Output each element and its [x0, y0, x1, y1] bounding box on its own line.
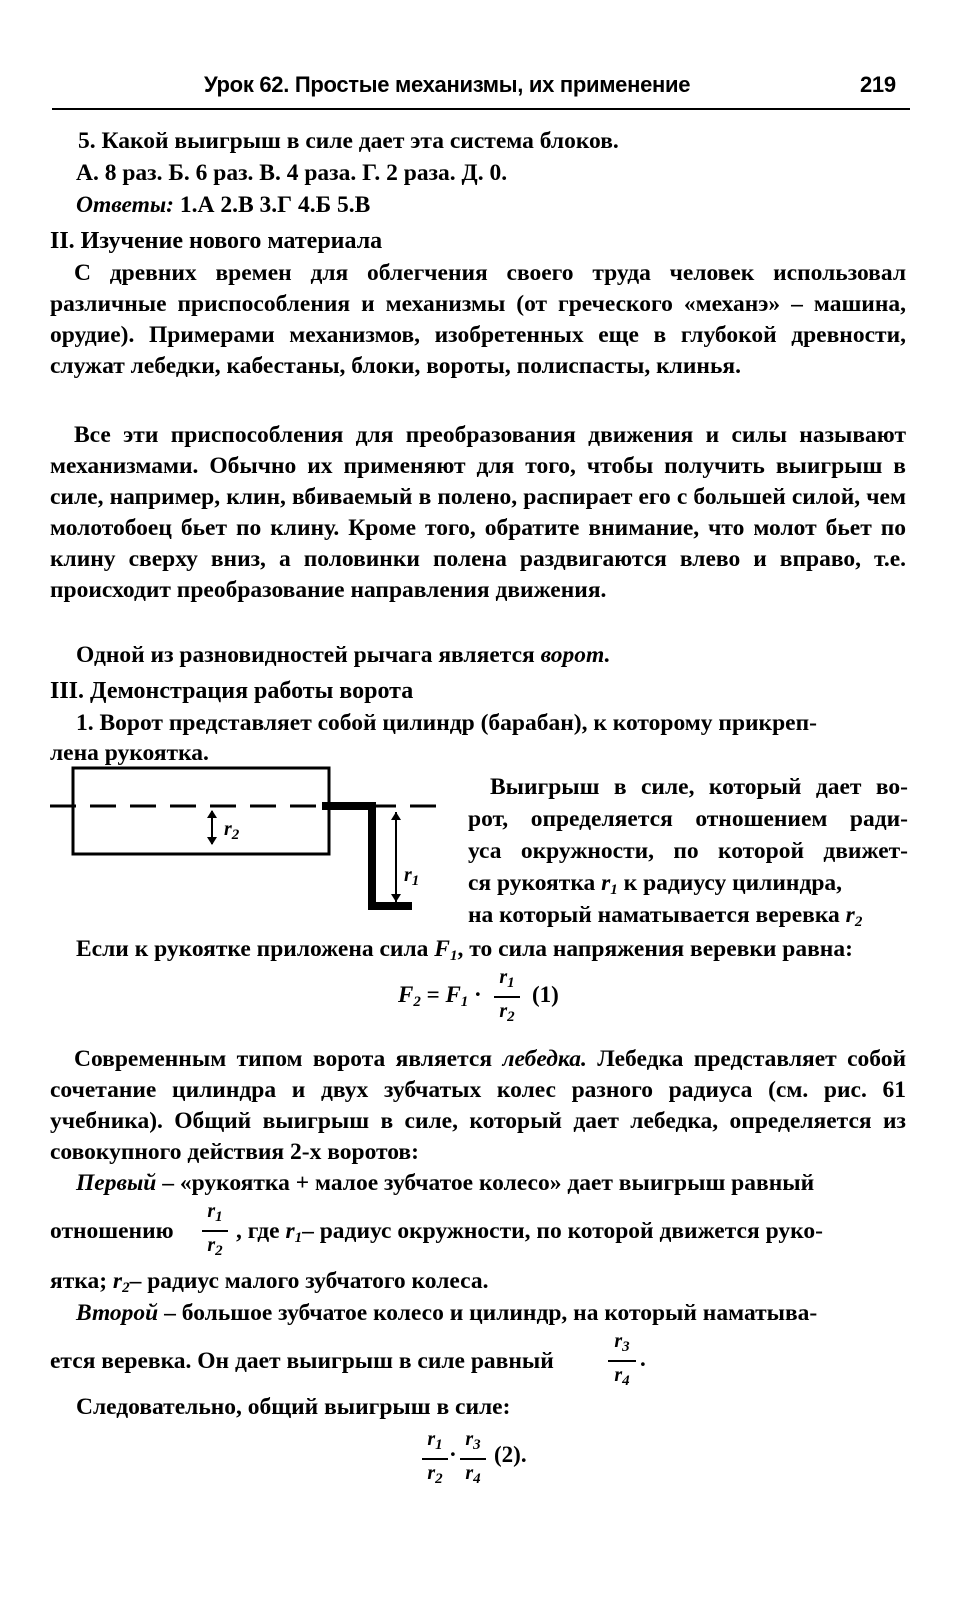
- side-line-5: на который наматывается веревка $r_2$: [468, 902, 863, 930]
- side-var-r1: $r_1$: [601, 870, 618, 898]
- windlass-diagram: [50, 764, 460, 934]
- page-number: 219: [860, 72, 896, 97]
- second-ratio-fraction: $r_3$ $r_4$: [608, 1330, 636, 1392]
- r1-label: $r_1$: [404, 864, 420, 889]
- lebedka-paragraph: Современным типом ворота является лебедка. Лебедка представляет собой сочетание цилиндра и двух зубчатых колес разного радиуса (см. рис. 61 учебника). Общий выигрыш в силе, который дает лебедка, определяется из совокупного действия 2-х воротов:: [50, 1046, 906, 1165]
- first-ratio-rest: , где $r_1-$ радиус окружности, по которой движется руко-: [236, 1218, 823, 1246]
- formula2-dot: .: [450, 1436, 456, 1461]
- cylinder-rect: [73, 768, 329, 854]
- crank-handle: [322, 806, 412, 906]
- r1-arrow-head-up: [391, 812, 401, 820]
- r1-arrow-head-down: [391, 894, 401, 902]
- para3-text: Одной из разновидностей рычага является: [76, 642, 541, 668]
- formula1-lhs: $F_2 = F_1$ ·: [398, 982, 482, 1010]
- side-line-3: уса окружности, по которой движет-: [468, 838, 908, 864]
- para3-term: ворот.: [540, 642, 611, 668]
- second-line: Второй – большое зубчатое колесо и цилиндр, на который наматыва-: [76, 1300, 818, 1326]
- section2-paragraph-3: [76, 640, 611, 671]
- section2-heading: II. Изучение нового материала: [50, 228, 383, 254]
- second-ratio-period: .: [640, 1346, 646, 1371]
- r2-arrow-head-down: [207, 837, 217, 845]
- formula2-fraction-1: $r_1$ $r_2$: [422, 1428, 448, 1490]
- total-line: Следовательно, общий выигрыш в силе:: [76, 1394, 511, 1420]
- item1-line-2: лена рукоятка.: [50, 740, 209, 766]
- section2-paragraph-1: С древних времен для облегчения своего труда человек использовал различные приспособления и механизмы (от греческого «механэ» – машина, орудие). Примерами механизмов, изобретенных еще в глубокой древности, служат лебедки, кабестаны, блоки, вороты, полиспасты, клинья.: [50, 260, 906, 379]
- formula1-fraction: $r_1$ $r_2$: [494, 966, 520, 1028]
- quiz-answers: [76, 190, 370, 221]
- formula1-label: (1): [532, 982, 559, 1007]
- answers-label: Ответы:: [76, 192, 174, 218]
- side-line-2: рот, определяется отношением ради-: [468, 806, 908, 832]
- running-header-title: Урок 62. Простые механизмы, их применение: [204, 72, 691, 97]
- first-end-line: ятка; $r_2-$ радиус малого зубчатого колеса.: [50, 1268, 489, 1296]
- second-line-2: ется веревка. Он дает выигрыш в силе равный: [50, 1348, 554, 1374]
- side-var-r2: $r_2$: [845, 902, 863, 930]
- quiz-question: 5. Какой выигрыш в силе дает эта система блоков.: [78, 128, 619, 154]
- first-ratio-fraction: $r_1$ $r_2$: [202, 1200, 228, 1262]
- section3-heading: III. Демонстрация работы ворота: [50, 678, 414, 704]
- r2-label: $r_2$: [224, 818, 240, 843]
- answers-value: 1.А 2.В 3.Г 4.Б 5.В: [179, 192, 371, 218]
- item1-line-1: 1. Ворот представляет собой цилиндр (барабан), к которому прикреп-: [76, 710, 817, 736]
- section2-paragraph-2: Все эти приспособления для преобразования движения и силы называют механизмами. Обычно их применяют для того, чтобы получить выигрыш в силе, например, клин, вбиваемый в полено, распирает его с большей силой, чем молотобоец бьет по клину. Кроме того, обратите внимание, что молот бьет по клину сверху вниз, а половинки полена раздвигаются влево и вправо, т.е. происходит преобразование направления движения.: [50, 422, 906, 603]
- force-var-F1: $F_1$: [434, 936, 458, 964]
- side-line-4: ся рукоятка $r_1$ к радиусу цилиндра,: [468, 870, 843, 898]
- force-sentence: Если к рукоятке приложена сила $F_1$, то сила напряжения веревки равна:: [76, 936, 853, 964]
- header-rule: [52, 108, 910, 110]
- r2-arrow-head-up: [207, 810, 217, 818]
- formula2-label: (2).: [494, 1442, 527, 1467]
- formula2-fraction-2: $r_3$ $r_4$: [460, 1428, 486, 1490]
- first-ratio-line: отношению: [50, 1218, 174, 1244]
- first-line: Первый – «рукоятка + малое зубчатое колесо» дает выигрыш равный: [76, 1170, 815, 1196]
- side-line-1: Выигрыш в силе, который дает во-: [490, 774, 908, 800]
- quiz-options: А. 8 раз. Б. 6 раз. В. 4 раза. Г. 2 раза. Д. 0.: [76, 160, 508, 186]
